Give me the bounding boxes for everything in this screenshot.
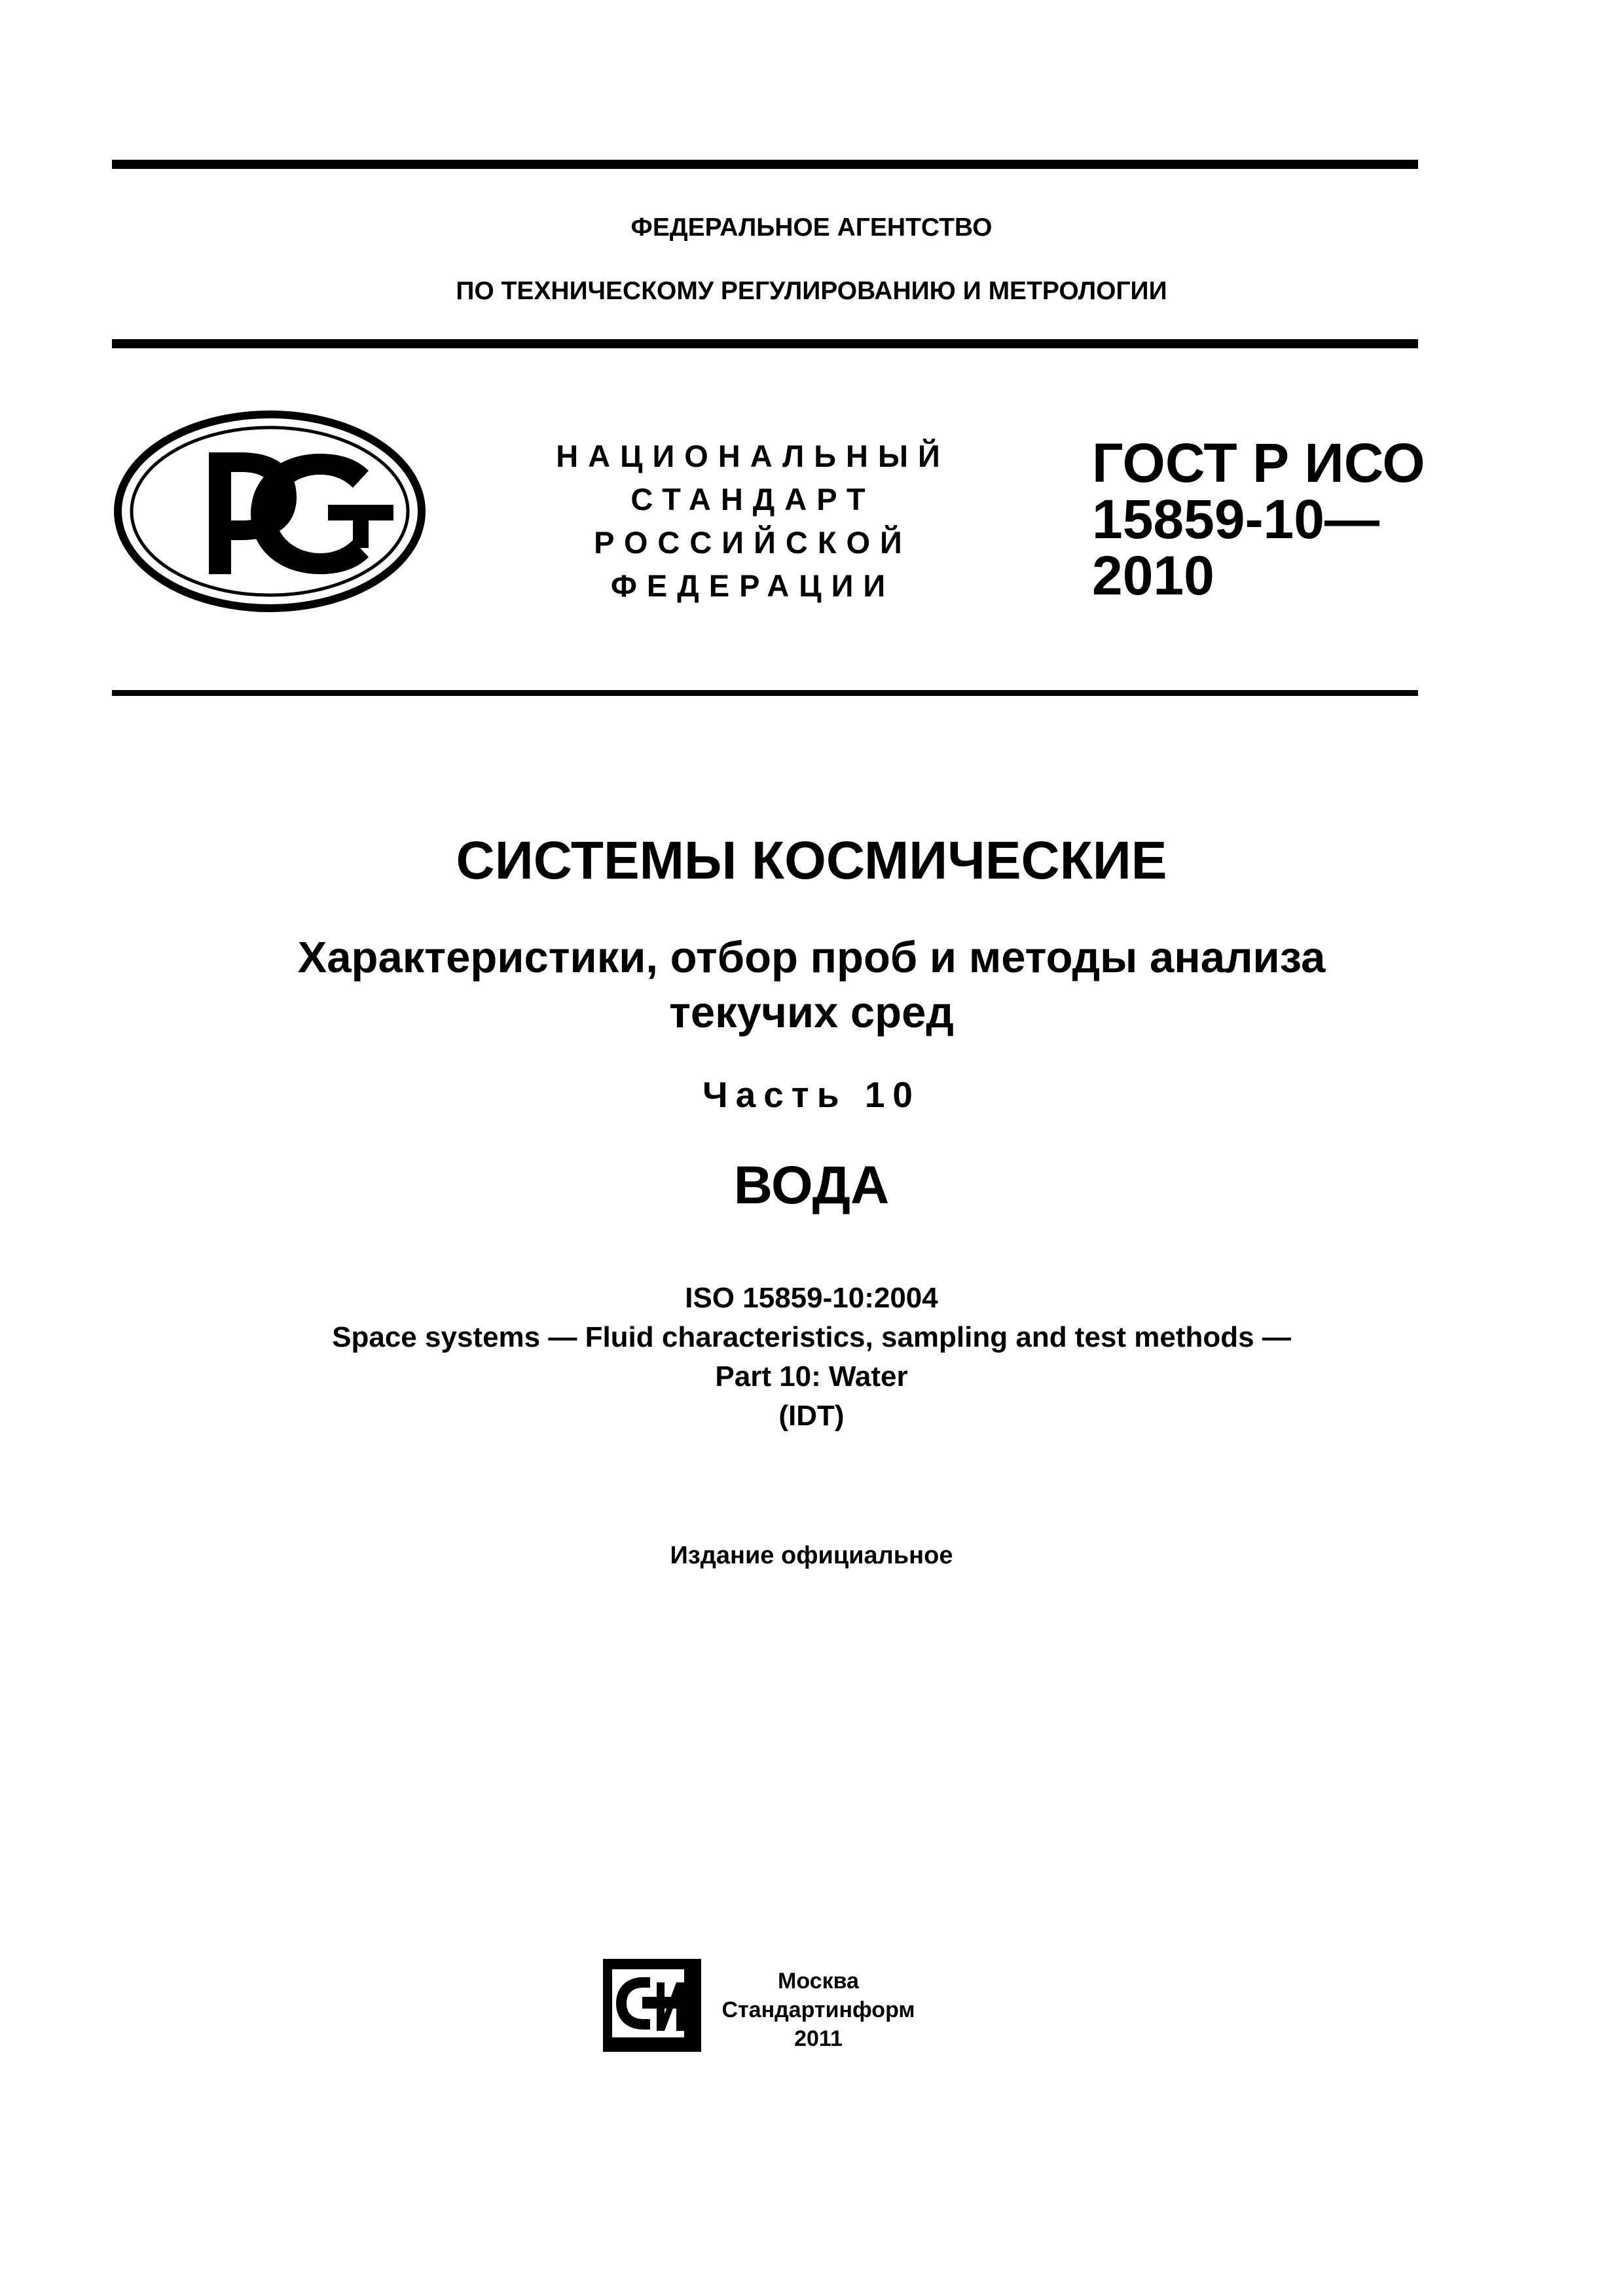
national-line-1: НАЦИОНАЛЬНЫЙ xyxy=(556,439,950,473)
national-line-4: ФЕДЕРАЦИИ xyxy=(610,568,896,603)
publisher-city: Москва xyxy=(778,1969,859,1994)
part-name: ВОДА xyxy=(733,1156,890,1215)
top-rule xyxy=(112,160,1418,169)
publisher-block xyxy=(720,1967,917,2053)
rst-emblem-icon xyxy=(112,409,428,614)
agency-line-1: ФЕДЕРАЛЬНОЕ АГЕНТСТВО xyxy=(630,213,993,242)
national-line-3: РОССИЙСКОЙ xyxy=(594,525,912,560)
part-number: Часть 10 xyxy=(702,1074,921,1115)
gost-line-3: 2010 xyxy=(1092,545,1214,606)
gost-line-2: 15859-10— xyxy=(1092,488,1379,550)
iso-degree: (IDT) xyxy=(778,1400,845,1432)
edition-label: Издание официальное xyxy=(670,1542,953,1569)
gost-line-1: ГОСТ Р ИСО xyxy=(1092,432,1425,494)
document-subtitle-line-2: текучих сред xyxy=(669,988,954,1037)
iso-number: ISO 15859-10:2004 xyxy=(685,1282,938,1314)
agency-line-2: ПО ТЕХНИЧЕСКОМУ РЕГУЛИРОВАНИЮ И МЕТРОЛОГИИ xyxy=(456,277,1167,305)
agency-bottom-rule xyxy=(112,339,1418,348)
iso-title-line-2: Part 10: Water xyxy=(715,1360,908,1393)
standartinform-logo-icon xyxy=(603,1959,701,2052)
publisher-year: 2011 xyxy=(794,2026,843,2051)
publisher-name: Стандартинформ xyxy=(721,1997,915,2022)
gost-designation xyxy=(1092,432,1425,606)
document-title: СИСТЕМЫ КОСМИЧЕСКИЕ xyxy=(456,831,1167,890)
document-subtitle-line-1: Характеристики, отбор проб и методы анализа xyxy=(297,933,1326,982)
header-bottom-rule xyxy=(112,690,1418,696)
national-line-2: СТАНДАРТ xyxy=(630,482,875,517)
iso-title-line-1: Space systems — Fluid characteristics, sampling and test methods — xyxy=(332,1321,1291,1353)
national-standard-block xyxy=(498,435,1008,608)
